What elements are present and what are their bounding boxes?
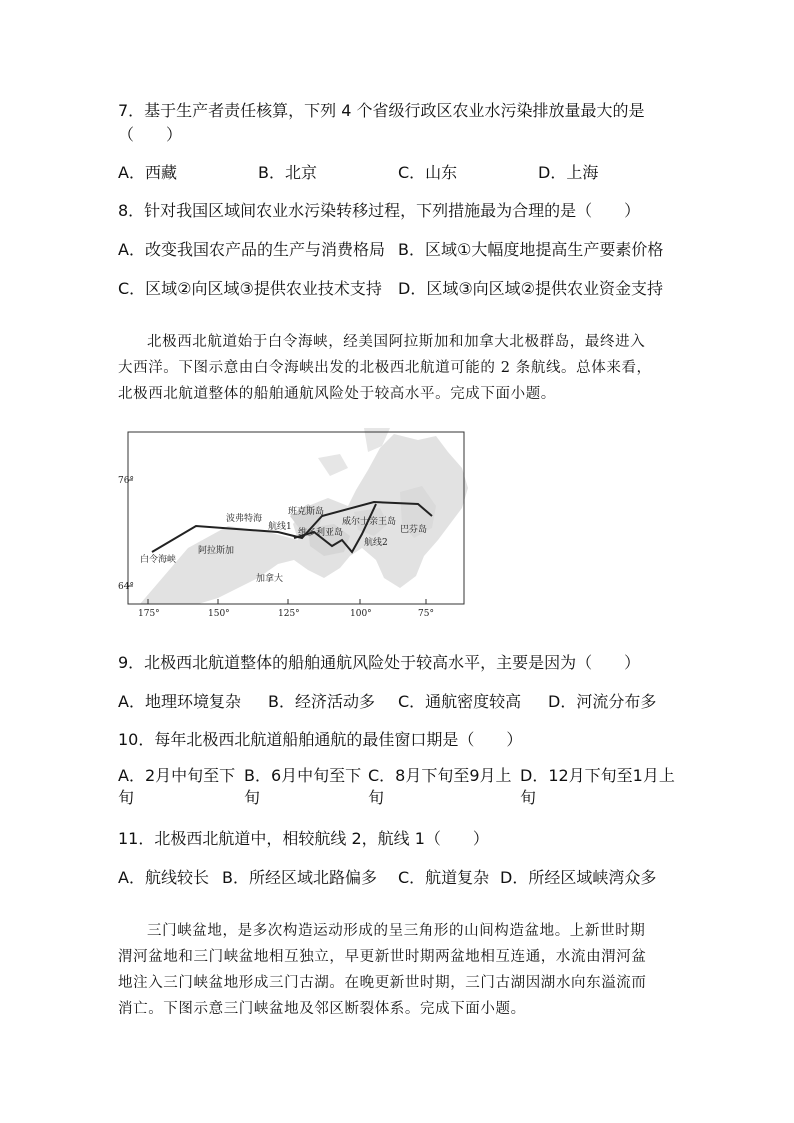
q7-option-b: B．北京 xyxy=(258,163,317,182)
q10-option-b-line1: B．6月中旬至下 xyxy=(244,766,362,785)
q10-option-d xyxy=(520,765,675,809)
q7-stem: 7．基于生产者责任核算，下列 4 个省级行政区农业水污染排放量最大的是 xyxy=(118,101,645,120)
label-route-1: 航线1 xyxy=(268,522,292,532)
lon-label-75: 75° xyxy=(418,609,434,619)
q11-option-c: C．航道复杂 xyxy=(398,868,490,887)
lon-label-175: 175° xyxy=(138,609,160,619)
q11-stem: 11．北极西北航道中，相较航线 2，航线 1（ ） xyxy=(118,829,489,848)
lat-label-76: 76° xyxy=(118,476,134,486)
passage2-line: 消亡。下图示意三门峡盆地及邻区断裂体系。完成下面小题。 xyxy=(118,1001,526,1017)
q8-option-b: B．区域①大幅度地提高生产要素价格 xyxy=(398,240,664,259)
passage2-line: 三门峡盆地，是多次构造运动形成的呈三角形的山间构造盆地。上新世时期 xyxy=(147,923,646,939)
q9-option-c: C．通航密度较高 xyxy=(398,692,522,711)
passage2-line: 地注入三门峡盆地形成三门古湖。在晚更新世时期，三门古湖因湖水向东溢流而 xyxy=(118,975,647,991)
q7-option-a: A．西藏 xyxy=(118,163,177,182)
q9-option-b: B．经济活动多 xyxy=(268,692,375,711)
q9-option-a: A．地理环境复杂 xyxy=(118,692,241,711)
lat-label-64: 64° xyxy=(118,582,134,592)
q11-option-a: A．航线较长 xyxy=(118,868,209,887)
q8-option-a: A．改变我国农产品的生产与消费格局 xyxy=(118,240,385,259)
q7-option-c: C．山东 xyxy=(398,163,458,182)
q10-option-b-line2: 旬 xyxy=(244,788,261,807)
label-route-2: 航线2 xyxy=(364,538,388,548)
passage1-line: 北极西北航道始于白令海峡，经美国阿拉斯加和加拿大北极群岛，最终进入 xyxy=(147,334,646,350)
q10-option-a xyxy=(118,765,235,809)
label-baffin-island: 巴芬岛 xyxy=(400,525,428,535)
q7-paren: （ ） xyxy=(118,125,183,144)
q10-option-c-line2: 旬 xyxy=(368,788,385,807)
q10-option-c xyxy=(368,765,512,809)
q11-option-d: D．所经区域峡湾众多 xyxy=(500,868,657,887)
northwest-passage-map xyxy=(118,428,478,622)
label-victoria-island: 维多利亚岛 xyxy=(298,528,344,538)
passage-northwest-passage xyxy=(118,329,684,407)
q8-option-d: D．区域③向区域②提供农业资金支持 xyxy=(398,279,664,298)
label-canada: 加拿大 xyxy=(256,574,284,584)
label-beaufort-sea: 波弗特海 xyxy=(226,514,263,524)
label-alaska: 阿拉斯加 xyxy=(198,546,235,556)
lon-label-150: 150° xyxy=(208,609,230,619)
passage-sanmenxia-basin xyxy=(118,918,684,1022)
lon-label-100: 100° xyxy=(350,609,372,619)
q10-option-d-line2: 旬 xyxy=(520,788,537,807)
lon-label-125: 125° xyxy=(278,609,300,619)
q9-option-d: D．河流分布多 xyxy=(548,692,657,711)
q10-option-a-line2: 旬 xyxy=(118,788,135,807)
passage1-line: 北极西北航道整体的船舶通航风险处于较高水平。完成下面小题。 xyxy=(118,386,556,402)
q11-option-b: B．所经区域北路偏多 xyxy=(222,868,377,887)
passage1-line: 大西洋。下图示意由白令海峡出发的北极西北航道可能的 2 条航线。总体来看， xyxy=(118,360,652,376)
label-bering-strait: 白令海峡 xyxy=(140,555,177,565)
label-banks-island: 班克斯岛 xyxy=(288,507,325,517)
q10-stem: 10．每年北极西北航道船舶通航的最佳窗口期是（ ） xyxy=(118,730,523,749)
q7-option-d: D．上海 xyxy=(538,163,599,182)
q10-option-b xyxy=(244,765,361,809)
label-prince-of-wales-island: 威尔士亲王岛 xyxy=(342,517,397,527)
q10-option-d-line1: D．12月下旬至1月上 xyxy=(520,766,675,785)
q8-stem: 8．针对我国区域间农业水污染转移过程，下列措施最为合理的是（ ） xyxy=(118,201,641,220)
q8-option-c: C．区域②向区域③提供农业技术支持 xyxy=(118,279,382,298)
passage2-line: 渭河盆地和三门峡盆地相互独立，早更新世时期两盆地相互连通，水流由渭河盆 xyxy=(118,949,647,965)
q9-stem: 9．北极西北航道整体的船舶通航风险处于较高水平，主要是因为（ ） xyxy=(118,653,641,672)
q10-option-c-line1: C．8月下旬至9月上 xyxy=(368,766,512,785)
q10-option-a-line1: A．2月中旬至下 xyxy=(118,766,236,785)
